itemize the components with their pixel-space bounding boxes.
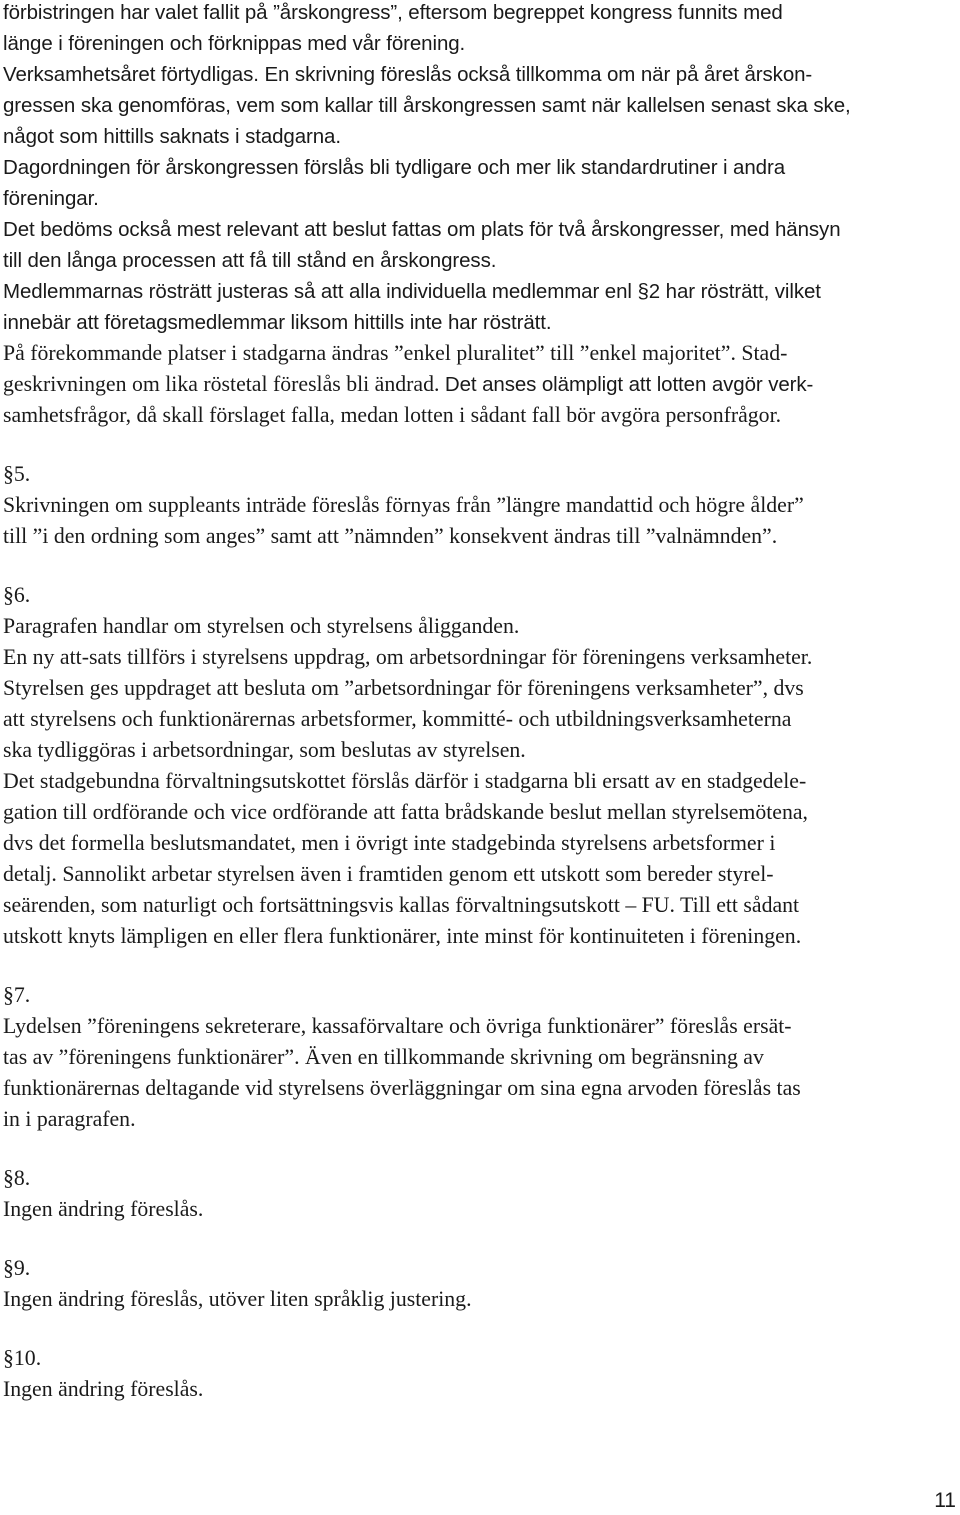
- text-line: [3, 611, 957, 642]
- text-segment: Paragrafen handlar om styrelsen och styrelsens åligganden.: [3, 614, 520, 638]
- text-segment: gation till ordförande och vice ordförande att fatta brådskande beslut mellan styrelsemötena,: [3, 800, 808, 824]
- text-line: [3, 642, 957, 673]
- text-segment: att styrelsens och funktionärernas arbetsformer, kommitté- och utbildningsverksamheterna: [3, 707, 792, 731]
- text-line: [3, 921, 957, 952]
- text-segment: utskott knyts lämpligen en eller flera funktionärer, inte minst för kontinuiteten i föreningen.: [3, 924, 802, 948]
- text-segment: §6.: [3, 583, 31, 607]
- text-block: [3, 0, 957, 59]
- text-segment: Styrelsen ges uppdraget att besluta om ”arbetsordningar för föreningens verksamheter”, dvs: [3, 676, 804, 700]
- text-block: [3, 459, 957, 552]
- text-block: [3, 338, 957, 431]
- text-segment: in i paragrafen.: [3, 1107, 136, 1131]
- text-line: [3, 369, 957, 400]
- text-line: [3, 890, 957, 921]
- text-line: [3, 1073, 957, 1104]
- text-line: [3, 152, 957, 183]
- text-line: [3, 980, 957, 1011]
- text-segment: förbistringen har valet fallit på ”årskongress”, eftersom begreppet kongress funnits med: [3, 1, 783, 24]
- text-segment: Ingen ändring föreslås.: [3, 1377, 204, 1401]
- text-line: [3, 59, 957, 90]
- text-segment: Verksamhetsåret förtydligas.: [3, 63, 265, 86]
- text-line: [3, 28, 957, 59]
- text-segment: samhetsfrågor, då skall förslaget falla, medan lotten i sådant fall bör avgöra personfrågor.: [3, 403, 782, 427]
- text-line: [3, 121, 957, 152]
- page-number: 11: [934, 1489, 956, 1512]
- text-segment: seärenden, som naturligt och fortsättningsvis kallas förvaltningsutskott – FU. Till ett sådant: [3, 893, 800, 917]
- text-line: [3, 1343, 957, 1374]
- text-line: [3, 183, 957, 214]
- text-segment: §5.: [3, 462, 31, 486]
- text-segment: Skrivningen om suppleants inträde föreslås förnyas från ”längre mandattid och högre ålder”: [3, 493, 804, 517]
- paragraph-gap: [3, 1135, 957, 1163]
- text-line: [3, 704, 957, 735]
- text-line: [3, 1194, 957, 1225]
- text-block: [3, 1163, 957, 1225]
- text-segment: §8.: [3, 1166, 31, 1190]
- text-segment: geskrivningen om lika röstetal föreslås bli ändrad.: [3, 372, 445, 396]
- text-line: [3, 307, 957, 338]
- text-line: [3, 735, 957, 766]
- text-line: [3, 0, 957, 28]
- text-block: [3, 580, 957, 952]
- text-line: [3, 400, 957, 431]
- text-segment: detalj. Sannolikt arbetar styrelsen även i framtiden genom ett utskott som bereder styrel-: [3, 862, 774, 886]
- text-segment: Ingen ändring föreslås.: [3, 1197, 204, 1221]
- text-segment: tas av ”föreningens funktionärer”. Även en tillkommande skrivning om begränsning av: [3, 1045, 764, 1069]
- text-segment: En skrivning föreslås också tillkomma om när på året årskon-: [264, 63, 813, 86]
- text-block: [3, 59, 957, 152]
- text-segment: §9.: [3, 1256, 31, 1280]
- text-segment: Dagordningen för årskongressen förslås bli tydligare och mer lik standardrutiner i andra: [3, 156, 785, 179]
- text-segment: något som hittills saknats i stadgarna.: [3, 125, 341, 148]
- paragraph-gap: [3, 1315, 957, 1343]
- text-line: [3, 828, 957, 859]
- paragraph-gap: [3, 431, 957, 459]
- paragraph-gap: [3, 1225, 957, 1253]
- text-segment: Det stadgebundna förvaltningsutskottet förslås därför i stadgarna bli ersatt av en stadgedele-: [3, 769, 807, 793]
- text-line: [3, 521, 957, 552]
- text-segment: innebär att företagsmedlemmar liksom hittills inte har rösträtt.: [3, 311, 552, 334]
- text-segment: §7.: [3, 983, 31, 1007]
- text-segment: föreningar.: [3, 187, 99, 210]
- text-segment: Lydelsen ”föreningens sekreterare, kassaförvaltare och övriga funktionärer” föreslås ersät-: [3, 1014, 792, 1038]
- text-line: [3, 1163, 957, 1194]
- text-line: [3, 1042, 957, 1073]
- text-line: [3, 1104, 957, 1135]
- text-line: [3, 1284, 957, 1315]
- text-segment: funktionärernas deltagande vid styrelsens överläggningar om sina egna arvoden föreslås tas: [3, 1076, 801, 1100]
- text-line: [3, 214, 957, 245]
- text-segment: Ingen ändring föreslås, utöver liten språklig justering.: [3, 1287, 472, 1311]
- text-block: [3, 152, 957, 338]
- text-segment: §10.: [3, 1346, 42, 1370]
- text-line: [3, 673, 957, 704]
- text-line: [3, 245, 957, 276]
- text-block: [3, 980, 957, 1135]
- text-line: [3, 797, 957, 828]
- text-segment: Det anses olämpligt att lotten avgör verk-: [444, 373, 814, 396]
- text-line: [3, 90, 957, 121]
- text-line: [3, 490, 957, 521]
- text-segment: Det bedöms också mest relevant att beslut fattas om plats för två årskongresser, med hänsyn: [3, 218, 841, 241]
- document-page: [3, 0, 957, 1405]
- text-segment: ska tydliggöras i arbetsordningar, som beslutas av styrelsen.: [3, 738, 526, 762]
- text-line: [3, 338, 957, 369]
- paragraph-gap: [3, 952, 957, 980]
- paragraph-gap: [3, 552, 957, 580]
- text-line: [3, 1011, 957, 1042]
- text-segment: gressen ska genomföras, vem som kallar till årskongressen samt när kallelsen senast ska ske,: [3, 94, 851, 117]
- text-line: [3, 766, 957, 797]
- text-segment: På förekommande platser i stadgarna ändras ”enkel pluralitet” till ”enkel majoritet”. Stad-: [3, 341, 788, 365]
- text-segment: dvs det formella beslutsmandatet, men i övrigt inte stadgebinda styrelsens arbetsformer i: [3, 831, 776, 855]
- text-line: [3, 276, 957, 307]
- text-segment: Medlemmarnas rösträtt justeras så att alla individuella medlemmar enl §2 har rösträtt, vilket: [3, 280, 821, 303]
- text-line: [3, 1374, 957, 1405]
- text-segment: till ”i den ordning som anges” samt att ”nämnden” konsekvent ändras till ”valnämnden”.: [3, 524, 778, 548]
- text-line: [3, 859, 957, 890]
- text-segment: En ny att-sats tillförs i styrelsens uppdrag, om arbetsordningar för föreningens verksamheter.: [3, 645, 813, 669]
- text-line: [3, 459, 957, 490]
- text-block: [3, 1253, 957, 1315]
- text-segment: länge i föreningen och förknippas med vår förening.: [3, 32, 466, 55]
- text-line: [3, 1253, 957, 1284]
- text-segment: till den långa processen att få till stånd en årskongress.: [3, 249, 497, 272]
- text-line: [3, 580, 957, 611]
- text-block: [3, 1343, 957, 1405]
